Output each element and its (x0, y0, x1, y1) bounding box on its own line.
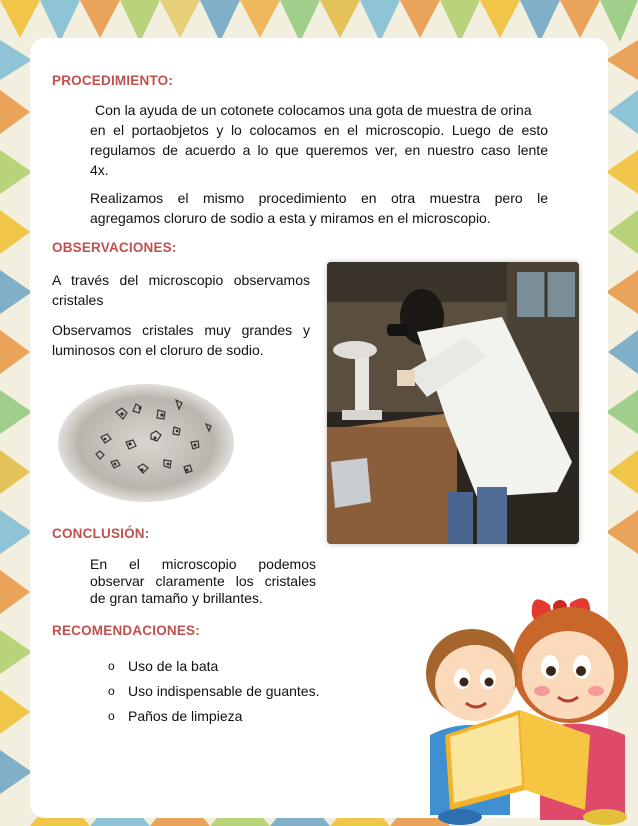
microscope-crystals-image (56, 382, 236, 504)
text-line: A través del microscopio observamos (52, 272, 310, 288)
list-item (108, 681, 319, 706)
list-item-label: Uso indispensable de guantes. (128, 683, 320, 699)
text-line: Con la ayuda de un cotonete colocamos una gota de muestra de orina (95, 102, 532, 118)
list-item-label: Uso de la bata (128, 658, 219, 674)
conclusion-paragraph (90, 556, 316, 607)
bullet-icon: o (108, 684, 115, 698)
text-line: regulamos de acuerdo a lo que queremos ver, en nuestro caso lente (90, 142, 548, 158)
text-line: agregamos cloruro de sodio a esta y miramos en el microscopio. (90, 210, 491, 226)
text-line: observar claramente los cristales (90, 573, 316, 589)
text-line: Realizamos el mismo procedimiento en otra muestra pero le (90, 190, 548, 206)
procedimiento-heading: PROCEDIMIENTO: (52, 73, 174, 88)
text-line: 4x. (90, 162, 109, 178)
list-item-label: Paños de limpieza (128, 708, 243, 724)
kids-reading-illustration (420, 585, 638, 826)
bullet-icon: o (108, 659, 115, 673)
text-line: En el microscopio podemos (90, 556, 316, 572)
text-line: de gran tamaño y brillantes. (90, 590, 263, 606)
conclusion-heading: CONCLUSIÓN: (52, 526, 150, 541)
text-line: Observamos cristales muy grandes y (52, 322, 310, 338)
observaciones-paragraph-2 (52, 320, 310, 360)
observaciones-heading: OBSERVACIONES: (52, 240, 177, 255)
bullet-icon: o (108, 709, 115, 723)
list-item (108, 656, 319, 681)
recomendaciones-list (108, 656, 319, 731)
observaciones-paragraph-1 (52, 270, 310, 310)
list-item (108, 706, 319, 731)
text-line: luminosos con el cloruro de sodio. (52, 342, 264, 358)
recomendaciones-heading: RECOMENDACIONES: (52, 623, 200, 638)
text-line: en el portaobjetos y lo colocamos en el microscopio. Luego de esto (90, 122, 548, 138)
procedimiento-paragraph-1 (90, 100, 548, 180)
lab-microscope-photo (327, 262, 579, 544)
text-line: cristales (52, 292, 104, 308)
procedimiento-paragraph-2 (90, 188, 548, 228)
